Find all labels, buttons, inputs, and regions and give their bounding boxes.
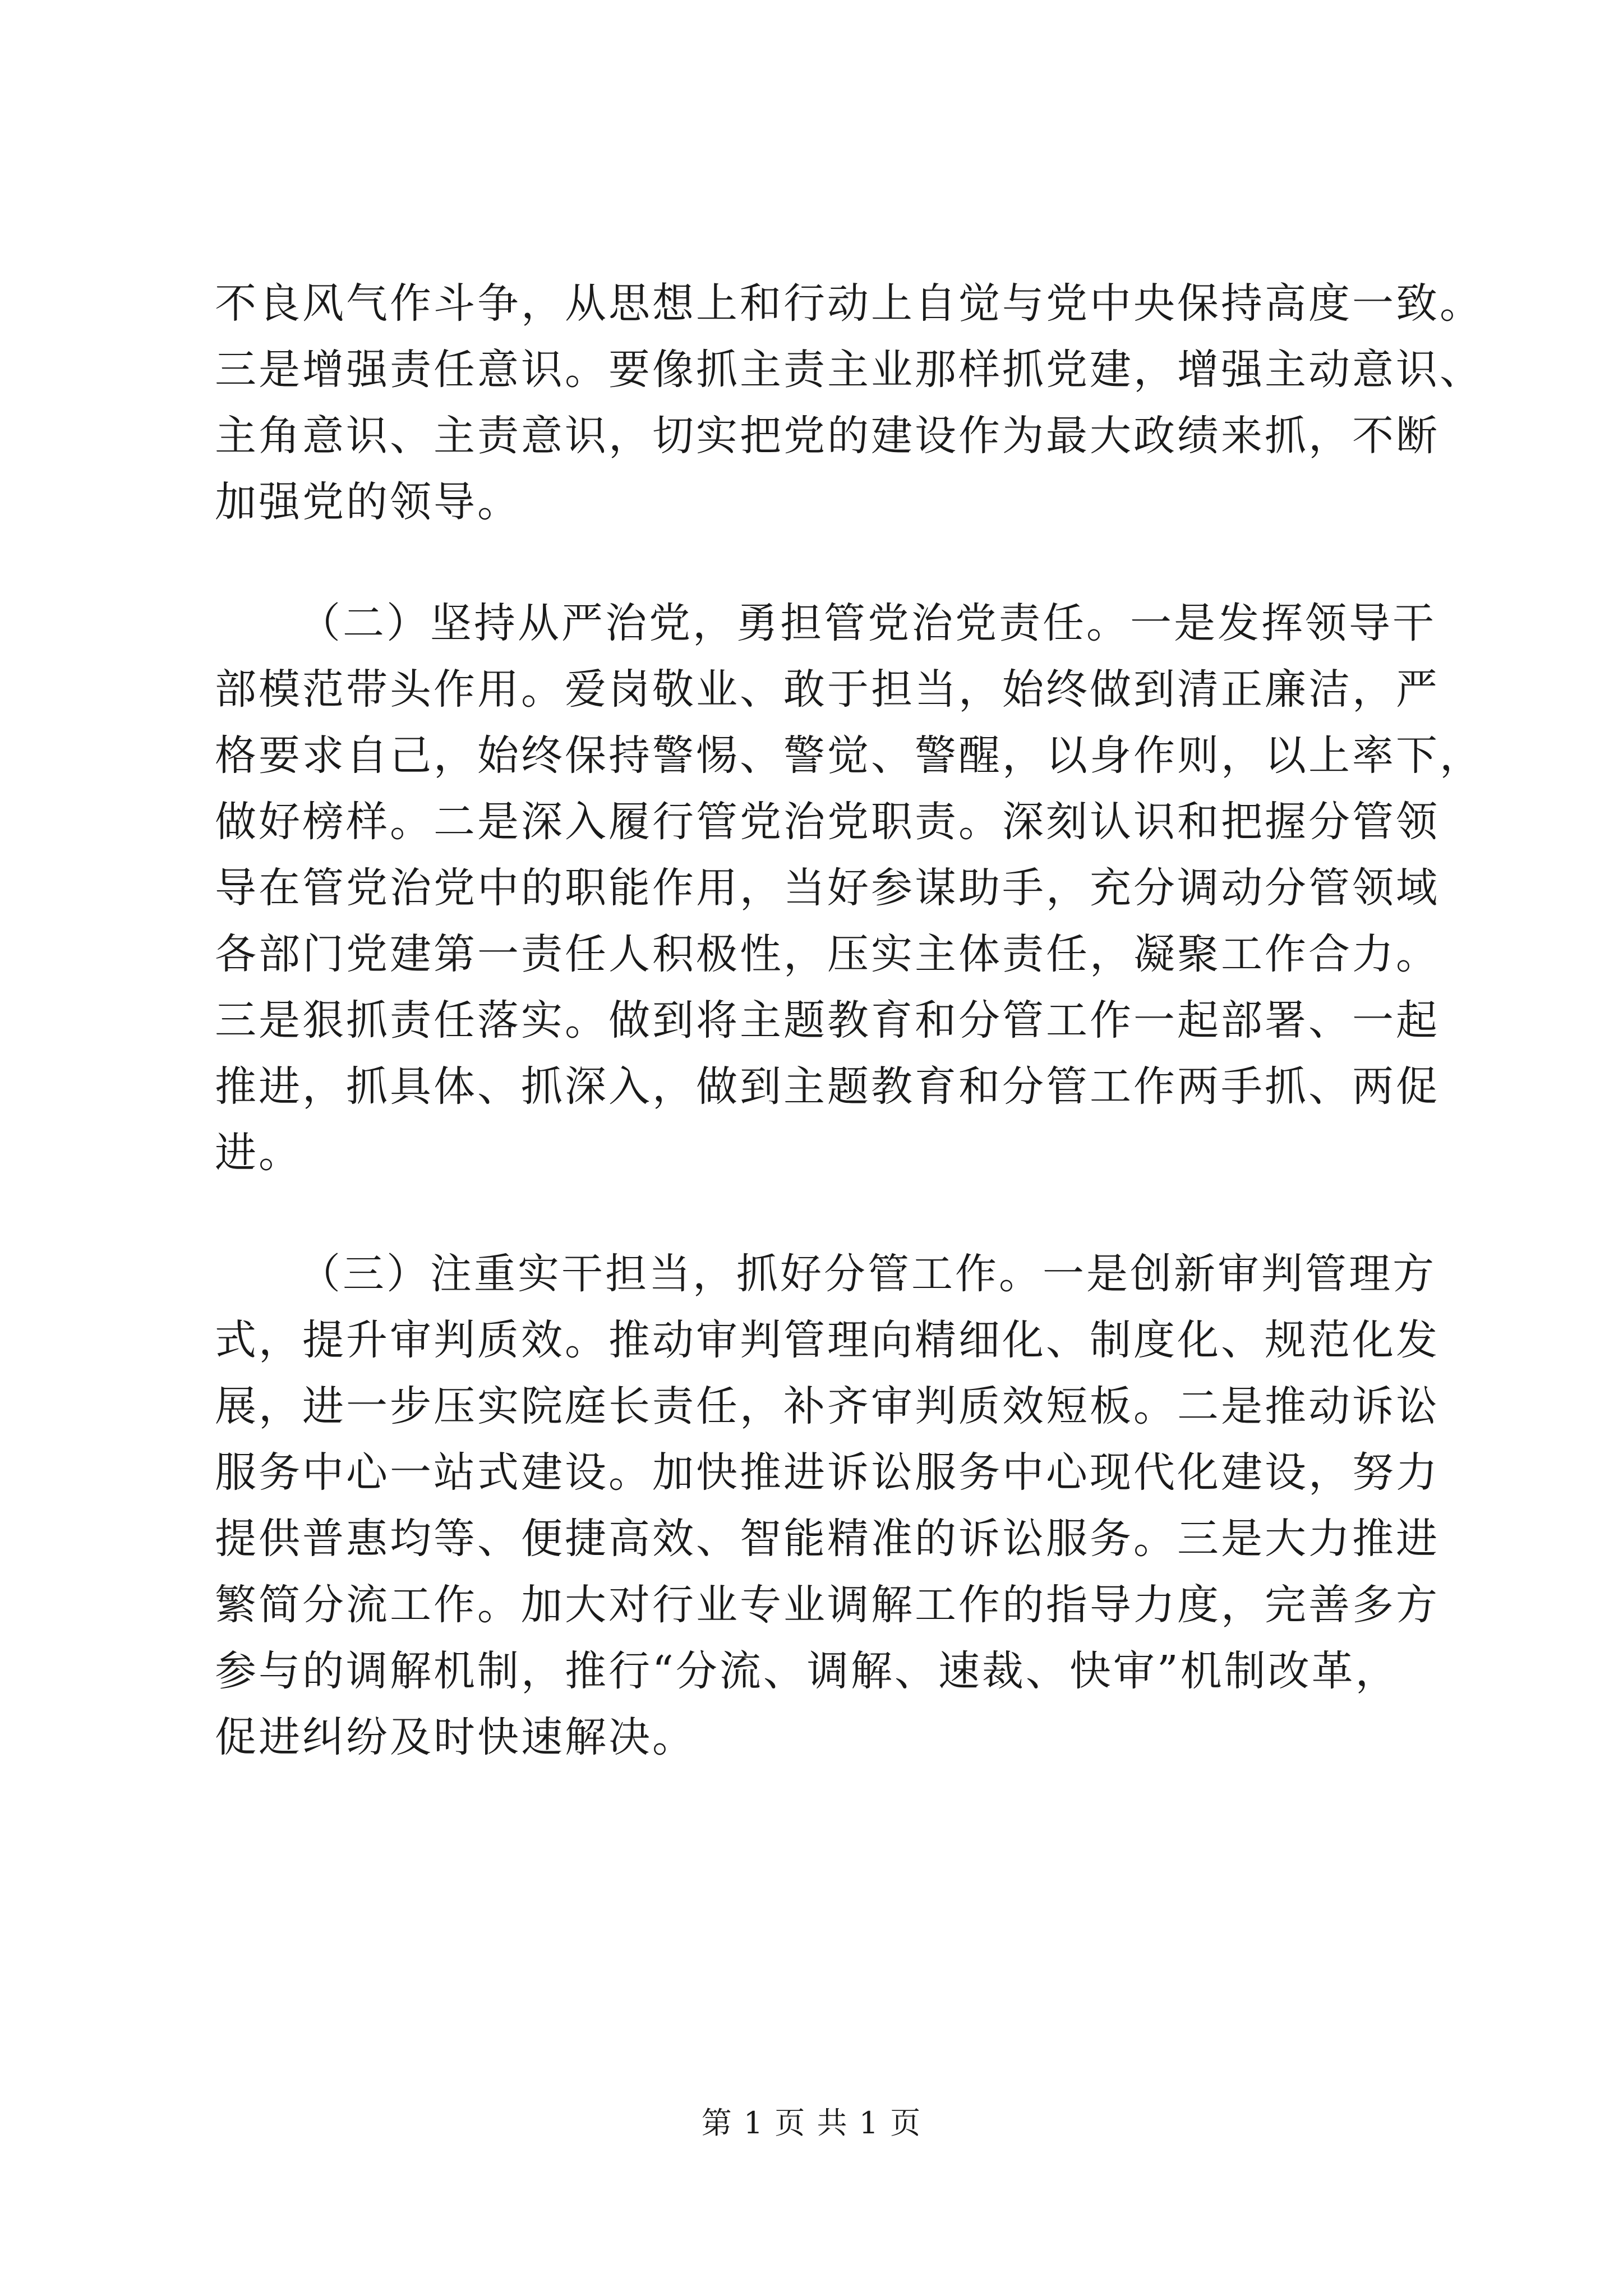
text-line: 参与的调解机制，推行“分流、调解、速裁、快审”机制改革，: [215, 1647, 1399, 1695]
text-line: 主角意识、主责意识，切实把党的建设作为最大政绩来抓，不断: [215, 412, 1440, 460]
text-line: （二）坚持从严治党，勇担管党治党责任。一是发挥领导干: [299, 599, 1436, 647]
paragraph-2: [215, 590, 1483, 1186]
text-line: 推进，抓具体、抓深入，做到主题教育和分管工作两手抓、两促: [215, 1062, 1440, 1111]
text-line: 提供普惠均等、便捷高效、智能精准的诉讼服务。三是大力推进: [215, 1515, 1440, 1563]
document-body: [215, 270, 1483, 1770]
text-line: 加强党的领导。: [215, 478, 521, 526]
text-line: 做好榜样。二是深入履行管党治党职责。深刻认识和把握分管领: [215, 798, 1440, 846]
text-line: 导在管党治党中的职能作用，当好参谋助手，充分调动分管领域: [215, 864, 1440, 912]
text-line: 各部门党建第一责任人积极性，压实主体责任，凝聚工作合力。: [215, 930, 1440, 978]
page-footer: 第 1 页 共 1 页: [701, 2105, 922, 2141]
text-line: 格要求自己，始终保持警惕、警觉、警醒，以身作则，以上率下，: [215, 731, 1483, 780]
paragraph-1: [215, 270, 1483, 535]
paragraph-3: [215, 1241, 1440, 1770]
text-line: 服务中心一站式建设。加快推进诉讼服务中心现代化建设，努力: [215, 1448, 1440, 1497]
paragraph-gap: [215, 1186, 1432, 1241]
text-line: 式，提升审判质效。推动审判管理向精细化、制度化、规范化发: [215, 1316, 1440, 1364]
text-line: 繁简分流工作。加大对行业专业调解工作的指导力度，完善多方: [215, 1581, 1440, 1629]
text-line: 不良风气作斗争，从思想上和行动上自觉与党中央保持高度一致。: [215, 279, 1483, 328]
text-line: 部模范带头作用。爱岗敬业、敢于担当，始终做到清正廉洁，严: [215, 665, 1440, 714]
text-line: 进。: [215, 1129, 302, 1177]
text-line: 促进纠纷及时快速解决。: [215, 1713, 696, 1761]
text-line: 三是狠抓责任落实。做到将主题教育和分管工作一起部署、一起: [215, 996, 1440, 1045]
text-line: 展，进一步压实院庭长责任，补齐审判质效短板。二是推动诉讼: [215, 1382, 1440, 1430]
paragraph-gap: [215, 535, 1432, 590]
text-line: （三）注重实干担当，抓好分管工作。一是创新审判管理方: [299, 1250, 1436, 1298]
text-line: 三是增强责任意识。要像抓主责主业那样抓党建，增强主动意识、: [215, 346, 1483, 394]
